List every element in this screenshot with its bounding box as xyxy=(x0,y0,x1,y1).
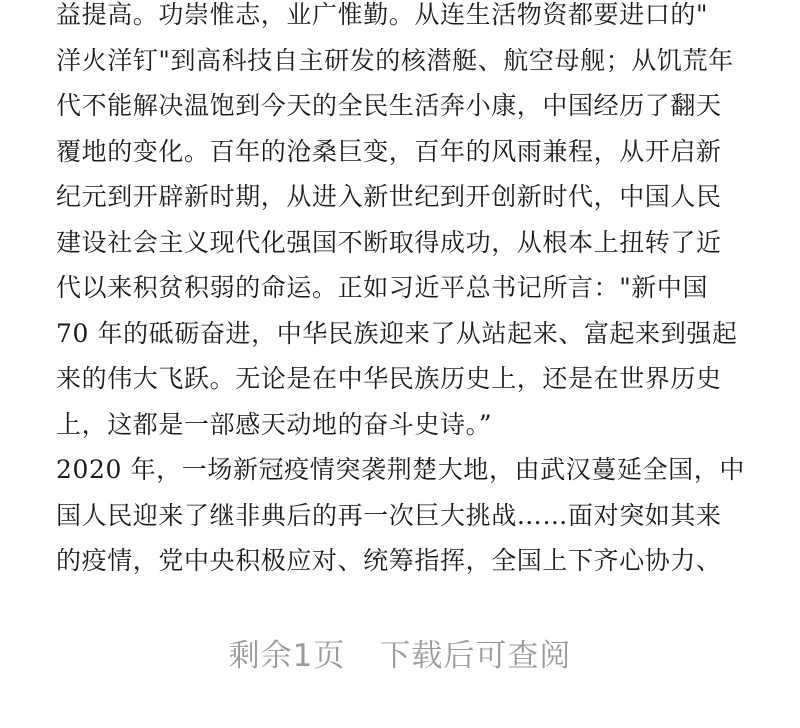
text-line: 益提高。功崇惟志，业广惟勤。从连生活物资都要进口的" xyxy=(56,0,709,29)
text-line: 覆地的变化。百年的沧桑巨变，百年的风雨兼程，从开启新 xyxy=(56,136,722,166)
download-more-button[interactable] xyxy=(0,622,800,682)
text-line: 洋火洋钉"到高科技自主研发的核潜艇、航空母舰；从饥荒年 xyxy=(56,45,734,75)
text-line: 上，这都是一部感天动地的奋斗史诗。” xyxy=(56,409,493,439)
download-to-view-label: 下载后可查阅 xyxy=(379,637,572,674)
text-line: 2020 年，一场新冠疫情突袭荆楚大地，由武汉蔓延全国，中 xyxy=(56,455,745,484)
text-line: 的疫情，党中央积极应对、统筹指挥，全国上下齐心协力、 xyxy=(56,546,722,575)
text-line: 国人民迎来了继非典后的再一次巨大挑战……面对突如其来 xyxy=(56,500,722,530)
text-line: 纪元到开辟新时期，从进入新世纪到开创新时代，中国人民 xyxy=(56,182,722,211)
text-line: 来的伟大飞跃。无论是在中华民族历史上，还是在世界历史 xyxy=(56,364,722,393)
remaining-pages-label: 剩余1页 xyxy=(228,637,346,674)
text-line: 建设社会主义现代化强国不断取得成功，从根本上扭转了近 xyxy=(56,227,722,257)
document-body xyxy=(56,0,748,584)
text-line: 代不能解决温饱到今天的全民生活奔小康，中国经历了翻天 xyxy=(56,91,722,120)
text-line: 70 年的砥砺奋进，中华民族迎来了从站起来、富起来到强起 xyxy=(56,318,738,348)
text-line: 代以来积贫积弱的命运。正如习近平总书记所言："新中国 xyxy=(56,273,709,302)
